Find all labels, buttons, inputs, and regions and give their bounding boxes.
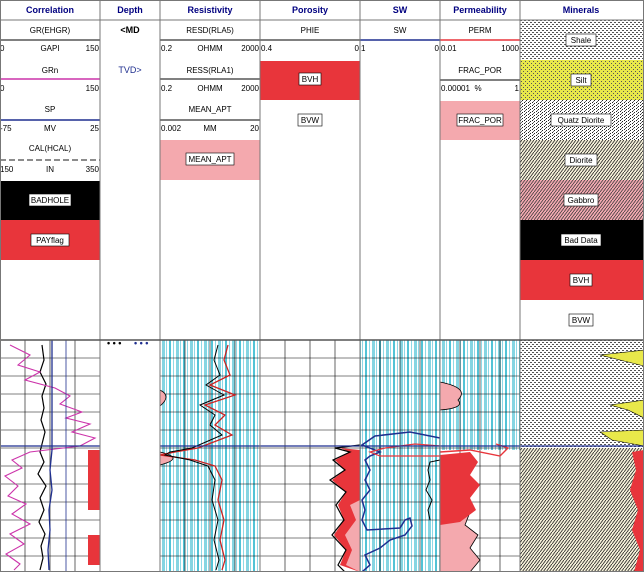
column-title-correlation: Correlation [25,5,75,15]
bvh-label: BVH [301,75,319,84]
payflag-label: PAYflag [36,236,64,245]
minerals-diorite-body [520,448,644,572]
frac-unit: % [474,84,482,93]
column-title-porosity: Porosity [291,5,329,15]
column-title-minerals: Minerals [562,5,600,15]
sp-min: -75 [0,124,12,133]
cal-max: 350 [85,165,99,174]
grn-min: 0 [0,84,5,93]
perm-max: 1000 [501,44,519,53]
ress-curve-name: RESS(RLA1) [186,66,234,75]
gr-curve-name: GR(EHGR) [29,26,71,35]
column-title-permeability: Permeability [453,5,507,15]
perm-curve-name: PERM [468,26,492,35]
resd-curve-name: RESD(RLA5) [186,26,234,35]
minerals-legend [520,20,644,340]
mineral-bvw-label: BVW [571,316,591,325]
frac-min: 0.00001 [441,84,470,93]
mineral-bad-data-label: Bad Data [564,236,598,245]
sw-curve-name: SW [393,26,407,35]
grn-curve-name: GRn [41,66,59,75]
mineral-diorite-label: Diorite [569,156,593,165]
sp-max: 25 [90,124,99,133]
payflag-fill-1 [88,450,100,510]
resd-max: 2000 [241,44,259,53]
ress-max: 2000 [241,84,259,93]
apt-min: 0.002 [161,124,182,133]
mineral-quatz-diorite-label: Quatz Diorite [557,116,605,125]
ress-unit: OHMM [197,84,223,93]
mineral-gabbro-label: Gabbro [567,196,595,205]
depth-track-tick-tvd: • • • [134,338,149,348]
phie-min: 0.4 [261,44,273,53]
grn-max: 150 [85,84,99,93]
apt-curve-name: MEAN_APT [188,105,232,114]
sp-curve-name: SP [44,105,56,114]
cal-unit: IN [46,165,54,174]
bvw-label: BVW [300,116,320,125]
depth-track [100,340,160,572]
mineral-silt-label: Silt [575,76,587,85]
mineral-shale-label: Shale [570,36,592,45]
frac-max: 1 [514,84,519,93]
badhole-label: BADHOLE [30,196,70,205]
phie-max: 0 [354,44,359,53]
column-title-depth: Depth [117,5,143,15]
mineral-bvh-label: BVH [572,276,590,285]
gr-unit: GAPI [40,44,60,53]
depth-track-tick-md: • • • [107,338,122,348]
apt-unit: MM [203,124,217,133]
apt-max: 20 [250,124,259,133]
perm-min: 0.01 [441,44,457,53]
log-body [0,338,644,572]
resd-min: 0.2 [161,44,173,53]
apt-fill-label: MEAN_APT [188,155,232,164]
frac-fill-label: FRAC_POR [458,116,502,125]
sp-unit: MV [44,124,56,133]
sw-max: 0 [434,44,439,53]
sw-min: 1 [361,44,366,53]
resd-unit: OHMM [197,44,223,53]
payflag-fill-2 [88,535,100,565]
cal-curve-name: CAL(HCAL) [28,144,72,153]
depth-md-label: <MD [120,25,140,35]
depth-tvd-label: TVD> [118,65,142,75]
frac-curve-name: FRAC_POR [458,66,502,75]
cal-min: 150 [0,165,14,174]
column-title-sw: SW [392,5,408,15]
gr-max: 150 [85,44,99,53]
column-title-resistivity: Resistivity [187,5,233,15]
ress-min: 0.2 [161,84,173,93]
phie-curve-name: PHIE [300,26,320,35]
gr-min: 0 [0,44,5,53]
